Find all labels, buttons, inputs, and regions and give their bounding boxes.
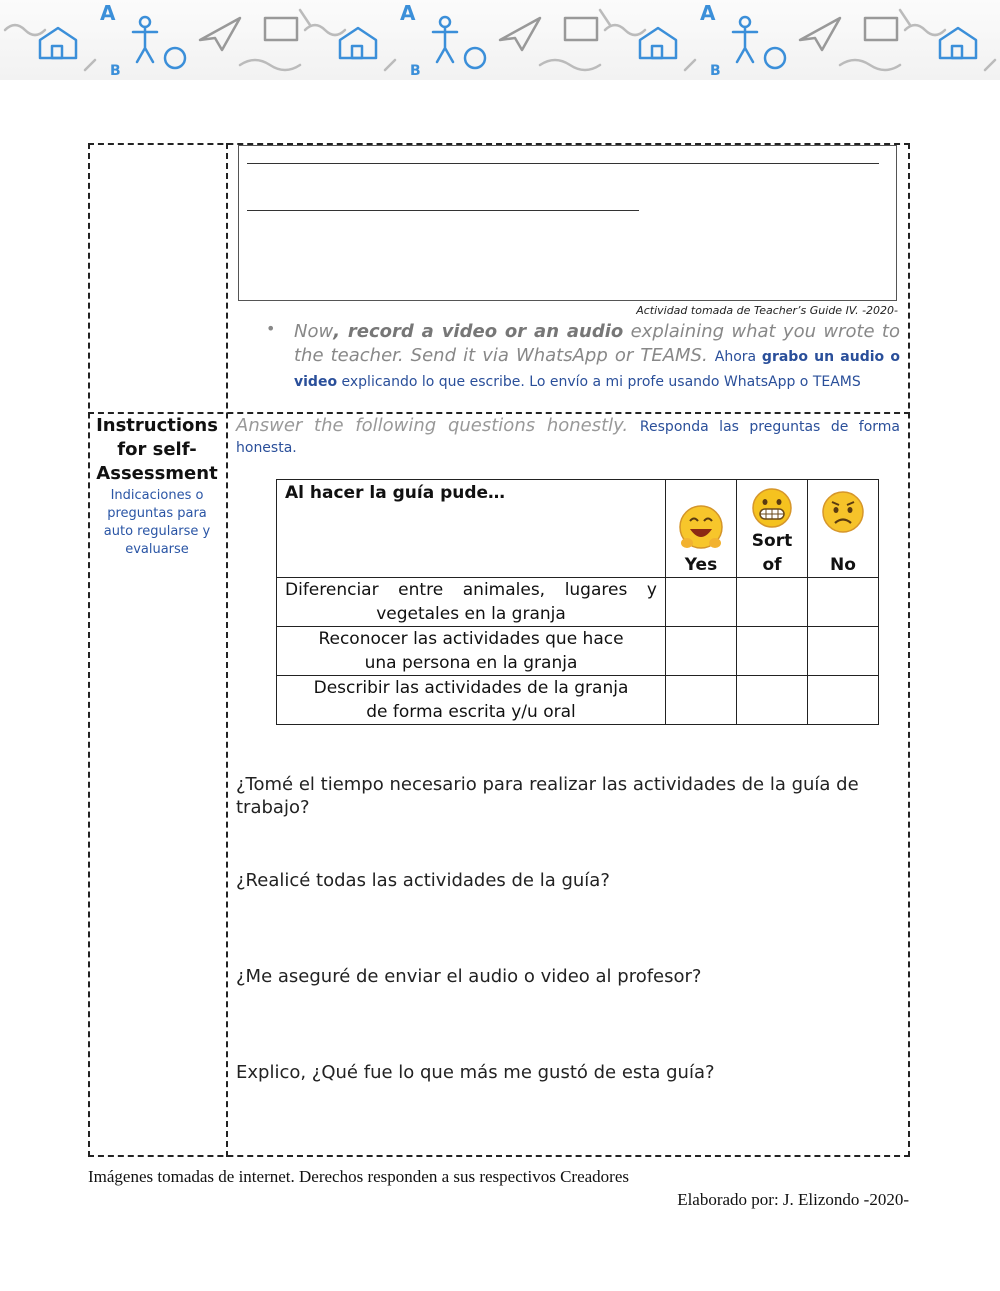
svg-text:A: A [100,1,116,25]
instruction-spanish: Ahora grabo un audio o video explicando lo que escribe. Lo envío a mi profe usando WhatsApp o TEAMS [294,349,900,390]
bullet-icon: • [266,319,276,338]
svg-text:B: B [110,63,121,79]
column-sort-of [737,480,808,578]
question-1: ¿Tomé el tiempo necesario para realizar las actividades de la guía de trabajo? [236,774,859,818]
writing-line [247,210,639,211]
writing-line [247,163,879,164]
table-row: Reconocer las actividades que hace una persona en la granja [277,627,879,676]
column-no [808,480,879,578]
column-label-sort: Sort [751,531,793,551]
images-note: Imágenes tomadas de internet. Derechos responden a sus respectivos Creadores [88,1167,629,1186]
column-label-no: No [830,555,856,575]
checkbox-cell[interactable] [737,578,808,627]
table-header-cell: Al hacer la guía pude… [277,480,666,578]
checkbox-cell[interactable] [737,627,808,676]
self-assessment-title: Instructions for self- Assessment [96,415,218,484]
table-row: Diferenciar entre animales, lugares y vegetales en la granja [277,578,879,627]
instruction-text: explaining what you wrote to the teacher. Send it via WhatsApp or TEAMS. [294,321,900,366]
checkbox-cell[interactable] [737,676,808,725]
instruction-emphasis: , record a video or an audio [333,321,624,342]
column-yes [666,480,737,578]
checkbox-cell[interactable] [666,627,737,676]
table-row: Describir las actividades de la granja de forma escrita y/u oral [277,676,879,725]
column-label-of: of [762,555,782,575]
column-divider [226,143,228,1157]
checkbox-cell[interactable] [808,676,879,725]
question-4: Explico, ¿Qué fue lo que más me gustó de esta guía? [236,1062,715,1083]
column-label-yes: Yes [684,555,718,575]
question-2: ¿Realicé todas las actividades de la guía? [236,870,610,891]
activity-credit: Actividad tomada de Teacher’s Guide IV. -2020- [636,304,898,317]
self-assessment-table [276,479,879,725]
doodle-banner [0,0,1000,80]
checkbox-cell[interactable] [666,676,737,725]
checkbox-cell[interactable] [666,578,737,627]
writing-box[interactable] [238,145,897,301]
checkbox-cell[interactable] [808,627,879,676]
worried-emoji-icon [820,489,866,535]
answer-instruction: Answer the following questions honestly. Responda las preguntas de forma honesta. [236,415,901,456]
question-3: ¿Me aseguré de enviar el audio o video al profesor? [236,966,702,987]
laughing-emoji-icon [677,503,725,553]
instruction-text: Now [294,321,334,342]
checkbox-cell[interactable] [808,578,879,627]
recording-instruction [294,320,900,394]
grimacing-emoji-icon [751,487,793,529]
self-assessment-subtitle: Indicaciones o preguntas para auto regularse y evaluarse [103,488,211,557]
author-credit: Elaborado por: J. Elizondo -2020- [677,1190,909,1209]
